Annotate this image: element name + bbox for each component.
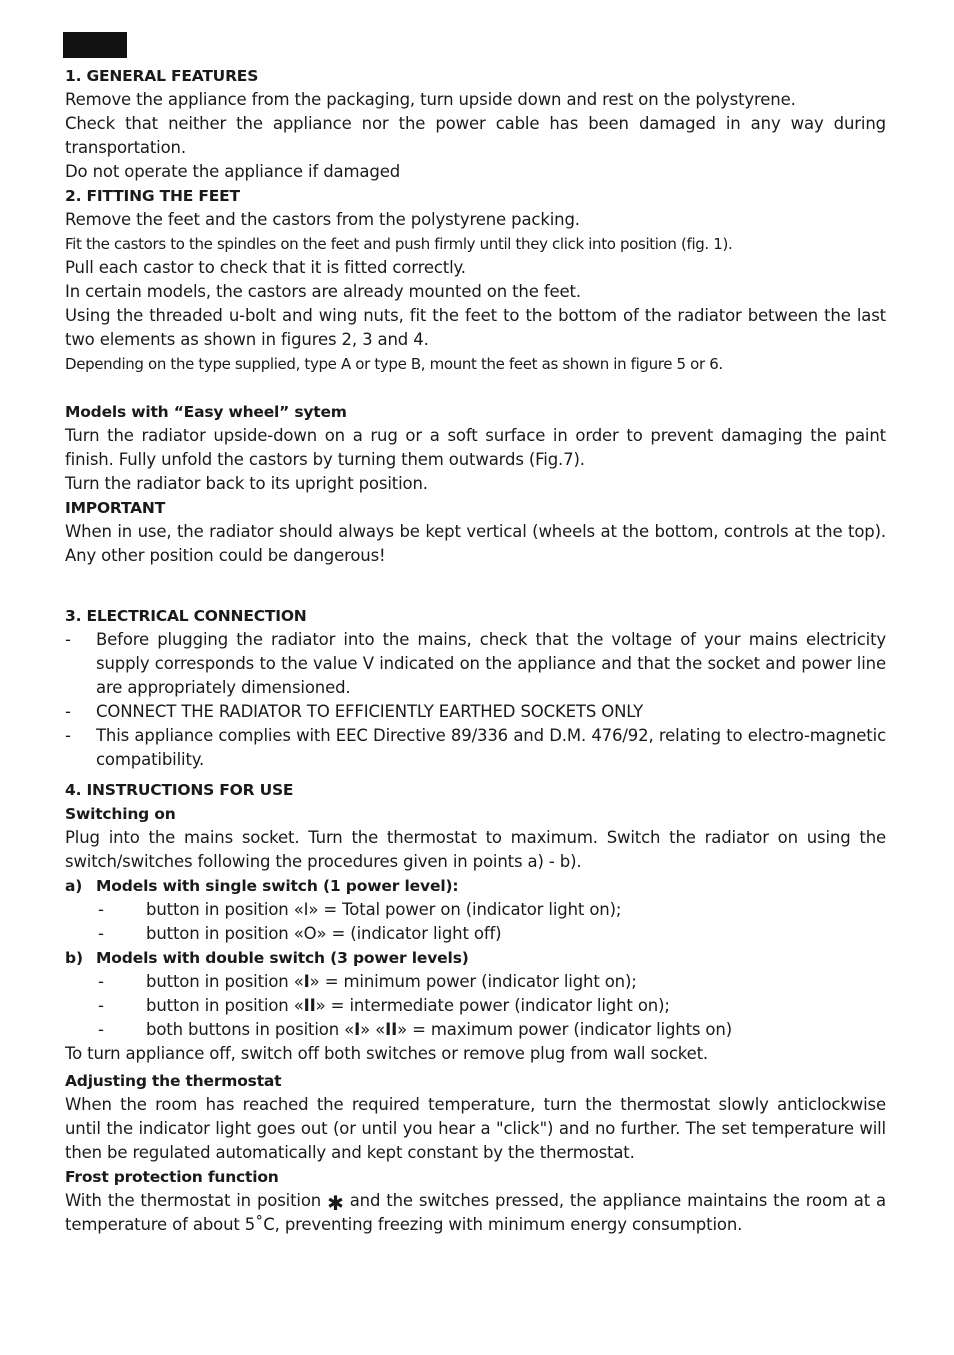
list-label: a) [65, 877, 83, 895]
paragraph [65, 1189, 886, 1237]
switch-mark: I [354, 1020, 361, 1039]
list-label: b) [65, 949, 83, 967]
subheading-frost: Frost protection function [65, 1168, 279, 1186]
section-heading-feet: 2. FITTING THE FEET [65, 187, 240, 205]
switch-mark: II [385, 1020, 398, 1039]
paragraph: Remove the feet and the castors from the polystyrene packing. [65, 210, 580, 229]
list-item [65, 994, 886, 1018]
list-item: - button in position «I» = Total power on (indicator light on); [65, 898, 886, 922]
section-heading-instructions: 4. INSTRUCTIONS FOR USE [65, 781, 294, 799]
list-item [65, 970, 886, 994]
paragraph: Turn the radiator back to its upright position. [65, 474, 428, 493]
text: and the switches pressed, the appliance maintains the room at a temperature of about 5˚C, preventing freezing with minimum energy consumption. [65, 1191, 886, 1234]
text: » = minimum power (indicator light on); [309, 972, 637, 991]
paragraph: Using the threaded u-bolt and wing nuts, fit the feet to the bottom of the radiator between the last two elements as shown in figures 2, 3 and 4. [65, 306, 886, 349]
list-item [65, 1018, 886, 1042]
paragraph: To turn appliance off, switch off both switches or remove plug from wall socket. [65, 1044, 709, 1063]
subheading-easy-wheel: Models with “Easy wheel” sytem [65, 403, 347, 421]
paragraph: Remove the appliance from the packaging, turn upside down and rest on the polystyrene. [65, 90, 796, 109]
text: » = maximum power (indicator lights on) [397, 1020, 732, 1039]
paragraph: Do not operate the appliance if damaged [65, 162, 401, 181]
document-body [65, 64, 886, 1237]
paragraph: Plug into the mains socket. Turn the thermostat to maximum. Switch the radiator on using the switch/switches following the procedures given in points a) - b). [65, 828, 886, 871]
list-item: - This appliance complies with EEC Directive 89/336 and D.M. 476/92, relating to electro-magnetic compatibility. [65, 724, 886, 772]
text: button in position « [146, 972, 304, 991]
list-heading-a [65, 874, 886, 898]
list-heading-b [65, 946, 886, 970]
subheading-thermostat: Adjusting the thermostat [65, 1072, 282, 1090]
important-label: IMPORTANT [65, 499, 166, 517]
text: button in position « [146, 996, 304, 1015]
text: » = intermediate power (indicator light on); [315, 996, 670, 1015]
paragraph: In certain models, the castors are already mounted on the feet. [65, 282, 581, 301]
paragraph: Check that neither the appliance nor the power cable has been damaged in any way during transportation. [65, 114, 886, 157]
text: both buttons in position « [146, 1020, 355, 1039]
list-item: - button in position «O» = (indicator light off) [65, 922, 886, 946]
list-title: Models with single switch (1 power level): [96, 877, 459, 895]
paragraph: When in use, the radiator should always be kept vertical (wheels at the bottom, controls at the top). Any other position could be dangerous! [65, 522, 886, 565]
subheading-switching-on: Switching on [65, 805, 176, 823]
list-item: - Before plugging the radiator into the mains, check that the voltage of your mains electricity supply corresponds to the value V indicated on the appliance and that the socket and power line are appropriately dimensioned. [65, 628, 886, 700]
paragraph: Depending on the type supplied, type A or type B, mount the feet as shown in figure 5 or 6. [65, 355, 723, 373]
list-title: Models with double switch (3 power levels) [96, 949, 469, 967]
paragraph: Pull each castor to check that it is fitted correctly. [65, 258, 466, 277]
paragraph: Turn the radiator upside-down on a rug or a soft surface in order to prevent damaging the paint finish. Fully unfold the castors by turning them outwards (Fig.7). [65, 426, 886, 469]
switch-mark: II [303, 996, 316, 1015]
switch-mark: I [303, 972, 310, 991]
section-heading-electrical: 3. ELECTRICAL CONNECTION [65, 607, 307, 625]
section-heading-general: 1. GENERAL FEATURES [65, 67, 259, 85]
list-item: - CONNECT THE RADIATOR TO EFFICIENTLY EARTHED SOCKETS ONLY [65, 700, 886, 724]
text: » « [360, 1020, 386, 1039]
snowflake-icon: ✱ [327, 1191, 344, 1215]
paragraph: When the room has reached the required temperature, turn the thermostat slowly anticlockwise until the indicator light goes out (or until you hear a "click") and no further. The set temperature will then be regulated automatically and kept constant by the thermostat. [65, 1095, 886, 1162]
text: With the thermostat in position [65, 1191, 322, 1210]
page-tab-marker [63, 32, 127, 58]
paragraph: Fit the castors to the spindles on the feet and push firmly until they click into position (fig. 1). [65, 235, 733, 253]
